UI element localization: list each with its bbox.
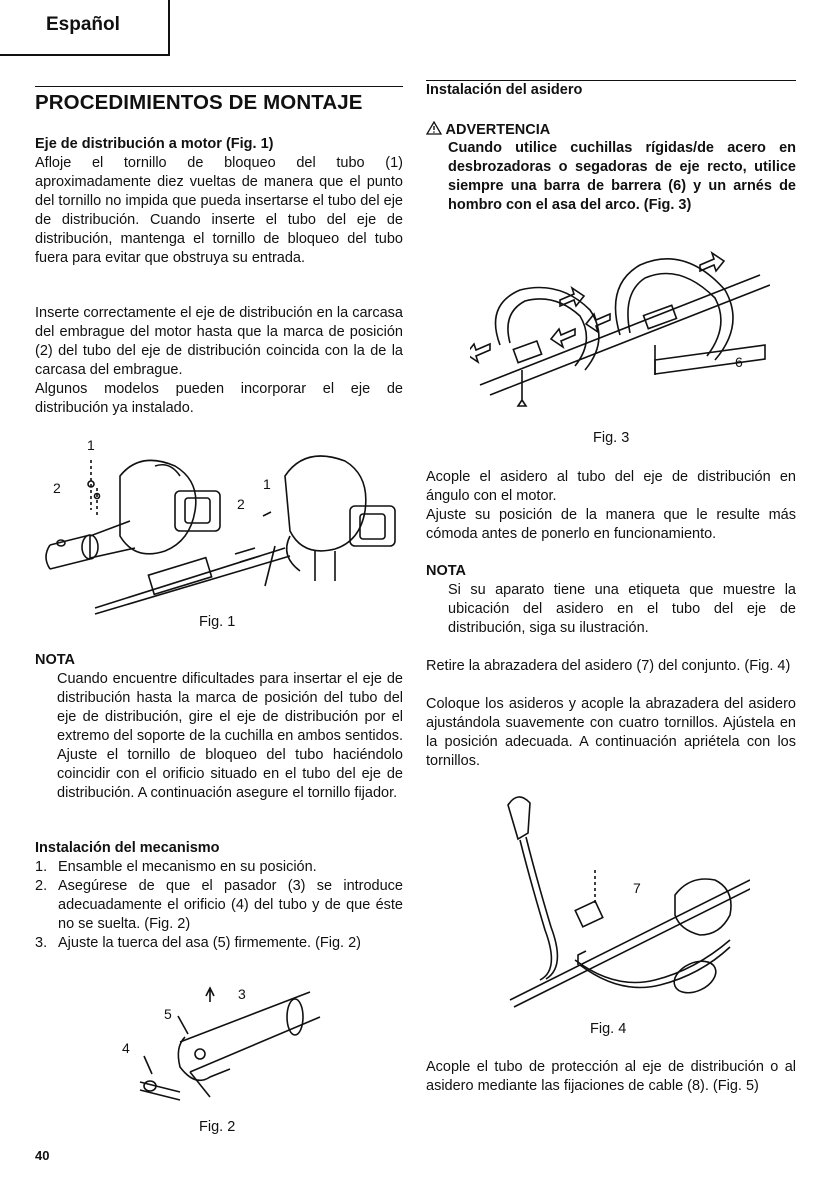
- step-number: 2.: [35, 878, 48, 894]
- step-number: 1.: [35, 859, 48, 875]
- step-text: Ensamble el mecanismo en su posición.: [58, 859, 317, 875]
- eje-paragraph-3: Algunos modelos pueden incorporar el eje de distribución ya instalado.: [35, 381, 403, 416]
- fig4-illustration: [490, 785, 750, 1015]
- nota-text-right: Si su aparato tiene una etiqueta que muestre la ubicación del asidero en el tubo del eje de distribución, siga su ilustración.: [448, 582, 796, 636]
- section-rule: [35, 86, 403, 87]
- fig3-label-6: 6: [735, 354, 743, 370]
- nota-heading-left: NOTA: [35, 652, 76, 668]
- fig3-illustration: [470, 225, 770, 420]
- fig2-label-3: 3: [238, 986, 246, 1002]
- page-number: 40: [35, 1148, 50, 1163]
- mecanismo-step: [35, 877, 403, 934]
- asidero-heading: Instalación del asidero: [426, 82, 583, 98]
- fig1-label-2a: 2: [53, 480, 61, 496]
- fig1-label-2b: 2: [237, 496, 245, 512]
- step-text: Asegúrese de que el pasador (3) se introduce adecuadamente el orificio (4) del tubo y de que éste no se suelta. (Fig. 2): [58, 878, 403, 932]
- fig4-label-7: 7: [633, 880, 641, 896]
- step-number: 3.: [35, 935, 48, 951]
- fig4-caption: Fig. 4: [590, 1021, 627, 1037]
- fig1-label-1a: 1: [87, 437, 95, 453]
- language-tab: [0, 0, 170, 56]
- section-title: PROCEDIMIENTOS DE MONTAJE: [35, 91, 363, 114]
- eje-paragraph-2: Inserte correctamente el eje de distribución en la carcasa del embrague del motor hasta que la marca de posición (2) del tubo del eje de distribución coincida con la de la carcasa del embrague.: [35, 305, 403, 378]
- retire-paragraph-1: Retire la abrazadera del asidero (7) del conjunto. (Fig. 4): [426, 658, 791, 674]
- mecanismo-heading: Instalación del mecanismo: [35, 840, 220, 856]
- fig2-caption: Fig. 2: [199, 1119, 236, 1135]
- language-tab-label: Español: [46, 14, 120, 35]
- eje-paragraph-1: Afloje el tornillo de bloqueo del tubo (1) aproximadamente diez vueltas de manera que el punto del tornillo no impida que pueda insertarse el tubo del eje de distribución. Cuando inserte el tubo del eje de distribución, mantenga el tornillo de bloqueo del tubo fuera para evitar que obstruya su entrada.: [35, 155, 403, 266]
- acople-paragraph-2: Ajuste su posición de la manera que le resulte más cómoda antes de ponerlo en funcionamiento.: [426, 507, 796, 542]
- final-paragraph: Acople el tubo de protección al eje de distribución o al asidero mediante las fijaciones de cable (8). (Fig. 5): [426, 1059, 796, 1094]
- mecanismo-step: [35, 934, 403, 953]
- nota-text-left: Cuando encuentre dificultades para insertar el eje de distribución hasta la marca de posición del tubo del eje de distribución, gire el eje de distribución por el extremo del soporte de la cuchilla en ambos sentidos. Ajuste el tornillo de bloqueo del tubo haciéndolo coincidir con el orificio situado en el tubo del eje de distribución. A continuación asegure el tornillo fijador.: [57, 671, 403, 801]
- acople-paragraph-1: Acople el asidero al tubo del eje de distribución en ángulo con el motor.: [426, 469, 796, 504]
- mecanismo-step: [35, 858, 403, 877]
- fig1-illustration: [35, 436, 403, 616]
- retire-paragraph-2: Coloque los asideros y acople la abrazadera del asidero ajustándola suavemente con cuatro tornillos. Ajústela en la posición adecuada. A continuación apriétela con los tornillos.: [426, 696, 796, 769]
- warning-text: Cuando utilice cuchillas rígidas/de acero en desbrozadoras o segadoras de eje recto, utilice siempre una barra de barrera (6) y un arnés de hombro con el asa del arco. (Fig. 3): [448, 140, 796, 213]
- right-rule: [426, 80, 796, 81]
- eje-heading: Eje de distribución a motor (Fig. 1): [35, 136, 274, 152]
- step-text: Ajuste la tuerca del asa (5) firmemente. (Fig. 2): [58, 935, 362, 951]
- mecanismo-steps: [35, 858, 403, 953]
- warning-triangle-icon: [426, 121, 442, 135]
- fig1-caption: Fig. 1: [199, 614, 236, 630]
- fig2-label-5: 5: [164, 1006, 172, 1022]
- fig1-label-1b: 1: [263, 476, 271, 492]
- warning-heading: ADVERTENCIA: [445, 122, 551, 138]
- fig3-caption: Fig. 3: [593, 430, 630, 446]
- fig2-label-4: 4: [122, 1040, 130, 1056]
- warning-heading-row: [426, 121, 550, 138]
- fig2-illustration: [110, 982, 330, 1102]
- nota-heading-right: NOTA: [426, 563, 467, 579]
